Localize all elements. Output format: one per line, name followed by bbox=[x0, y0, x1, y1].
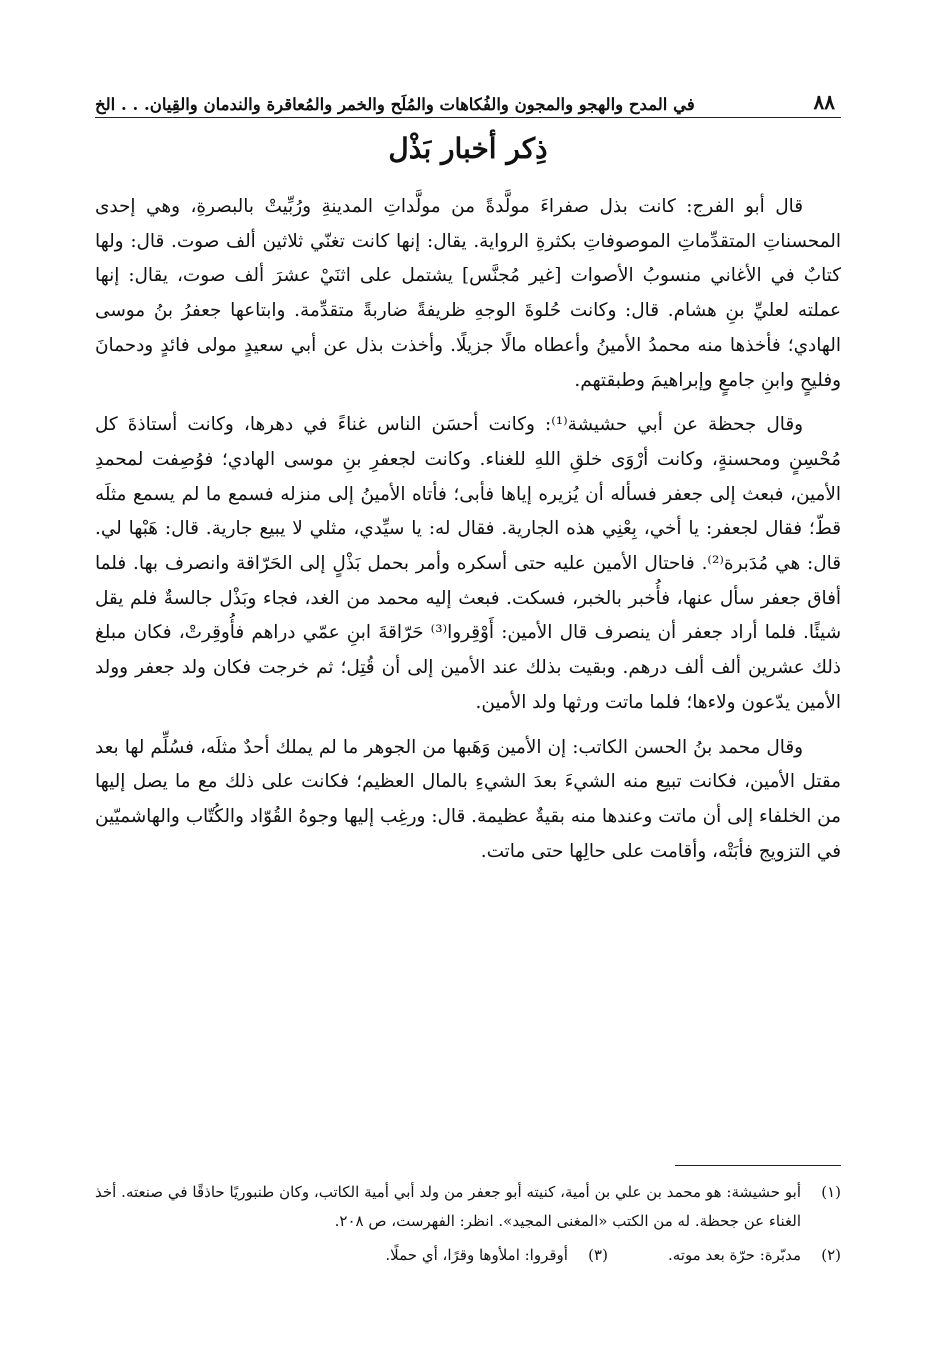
footnote-row bbox=[95, 1241, 841, 1270]
footnote-number: (٢) bbox=[821, 1246, 841, 1264]
page-number: ٨٨ bbox=[813, 90, 835, 114]
footnote-text: مدبّرة: حرّة بعد موته. bbox=[667, 1246, 801, 1264]
footnote bbox=[385, 1241, 608, 1270]
body-text bbox=[95, 190, 841, 869]
paragraph: وقال محمد بنُ الحسن الكاتب: إن الأمين وَهَبها من الجوهر ما لم يملك أحدٌ مثلَه، فسُلِّم لها بعد مقتل الأمين، فكانت تبيع منه الشيءَ بعدَ الشيءِ بالمال العظيم؛ فكانت على ذلك مع ما يصل إليها من الخلفاء إلى أن ماتت وعندها منه بقيةٌ عظيمة. قال: ورغِب إليها وجوهُ القُوّاد والكُتّاب والهاشميّين في التزويج فأبَتْه، وأقامت على حالِها حتى ماتت. bbox=[95, 736, 841, 862]
header-rule bbox=[95, 117, 841, 118]
footnote bbox=[95, 1178, 841, 1235]
footnotes bbox=[95, 1178, 841, 1270]
paragraph: قال أبو الفرج: كانت بذل صفراءَ مولَّدةً من مولَّداتِ المدينةِ ورُبِّيتْ بالبصرةِ، وهي إحدى المحسناتِ المتقدِّماتِ الموصوفاتِ بكثرةِ الرواية. يقال: إنها كانت تغنّي ثلاثين ألف صوت. قال: ولها كتابٌ في الأغاني منسوبُ الأصوات [غير مُجنَّس] يشتمل على اثنَيْ عشرَ ألف صوت، يقال: إنها عملته لعليِّ بنِ هشام. قال: وكانت حُلوةَ الوجهِ ظريفةً ضاربةً متقدِّمة. وابتاعها جعفرُ بنُ موسى الهادي؛ فأخذها منه محمدُ الأمينُ وأعطاه مالًا جزيلًا. وأخذت بذل عن أبي سعيدٍ مولى فائدٍ ودحمانَ وفليحٍ وابنِ جامعٍ وإبراهيمَ وطبقتهم. bbox=[95, 196, 841, 391]
section-heading: ذِكر أخبار بَذْل bbox=[388, 132, 548, 165]
running-header bbox=[95, 74, 841, 114]
book-page bbox=[95, 60, 841, 1340]
footnote-number: (٣) bbox=[588, 1246, 608, 1264]
footnote-number: (١) bbox=[821, 1183, 841, 1201]
footnote-text: أبو حشيشة: هو محمد بن علي بن أمية، كنيته أبو جعفر من ولد أبي أمية الكاتب، وكان طنبوريًا حاذقًا في صنعته. أخذ الغناء عن جحظة. له من الكتب «المغنى المجيد». انظر: الفهرست، ص ٢٠٨. bbox=[95, 1183, 801, 1230]
running-header-title: في المدح والهجو والمجون والفُكاهات والمُلَح والخمر والمُعاقرة والندمان والقِيان. . . الخ bbox=[95, 95, 695, 114]
footnote bbox=[668, 1241, 841, 1270]
footnote-rule bbox=[675, 1165, 841, 1166]
footnote-text: أوقروا: املأوها وقرًا، أي حملًا. bbox=[385, 1246, 568, 1264]
paragraph: وقال جحظة عن أبي حشيشة⁽¹⁾: وكانت أحسَن الناس غناءً في دهرها، وكانت أستاذةَ كل مُحْسِنٍ ومحسنةٍ، وكانت أرْوَى خلقِ اللهِ للغناء. وكانت لجعفرِ بنِ موسى الهادي؛ فوُصِفت لمحمدِ الأمين، فبعث إلى جعفر فسأله أن يُزيره إياها فأبى؛ فأتاه الأمينُ إلى منزله فسمع ما لم يسمع مثلَه قطّ؛ فقال لجعفر: يا أخي، بِعْنِي هذه الجارية. فقال له: يا سيِّدي، مثلي لا يبيع جارية. قال: هَبْها لي. قال: هي مُدَبرة⁽²⁾. فاحتال الأمين عليه حتى أسكره وأمر بحمل بَذْلٍ إلى الحَرّاقة وانصرف بها. فلما أفاق جعفر سأل عنها، فأُخبر بالخبر، فسكت. فبعث إليه محمد من الغد، فجاء وبَذْل جالسةٌ فلم يقل شيئًا. فلما أراد جعفر أن ينصرف قال الأمين: أَوْقِروا⁽³⁾ حَرّاقةَ ابنِ عمّي دراهم فأُوقِرتْ، فكان مبلغ ذلك عشرين ألف ألف درهم. وبقيت بذلك عند الأمين إلى أن قُتِل؛ ثم خرجت فكان ولد جعفر وولد الأمين يدّعون ولاءها؛ فلما ماتت ورثها ولد الأمين. bbox=[95, 414, 841, 713]
